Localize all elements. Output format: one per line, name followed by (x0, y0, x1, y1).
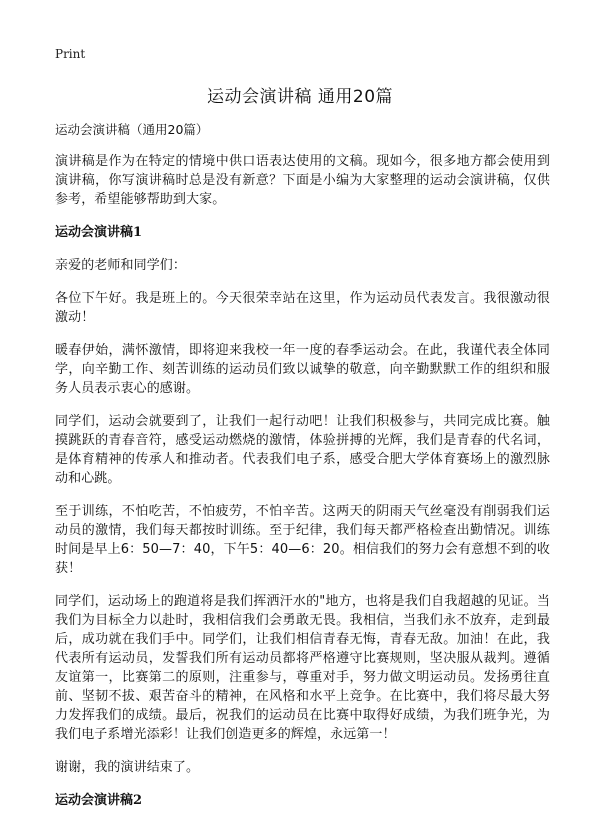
document-subtitle: 运动会演讲稿（通用20篇） (55, 122, 209, 137)
section-1-paragraph-2: 各位下午好。我是班上的。今天很荣幸站在这里，作为运动员代表发言。我很激动很激动！ (55, 291, 550, 325)
section-1-paragraph-1: 亲爱的老师和同学们： (55, 258, 187, 273)
document-title: 运动会演讲稿 通用20篇 (206, 87, 394, 107)
section-1-paragraph-7: 谢谢，我的演讲结束了。 (55, 760, 200, 775)
print-link[interactable]: Print (55, 47, 86, 61)
section-heading-2: 运动会演讲稿2 (55, 793, 143, 808)
intro-paragraph: 演讲稿是作为在特定的情境中供口语表达使用的文稿。现如今，很多地方都会使用到演讲稿，你写演讲稿时总是没有新意？下面是小编为大家整理的运动会演讲稿，仅供参考，希望能够帮助到大家。 (55, 154, 550, 207)
section-1-paragraph-5: 至于训练，不怕吃苦，不怕疲劳，不怕辛苦。这两天的阴雨天气丝毫没有削弱我们运动员的激情，我们每天都按时训练。至于纪律，我们每天都严格检查出勤情况。训练时间是早上6：50—7：40，下午5：40—6：20。相信我们的努力会有意想不到的收获！ (55, 504, 550, 576)
section-1-paragraph-4: 同学们，运动会就要到了，让我们一起行动吧！让我们积极参与，共同完成比赛。触摸跳跃的青春音符，感受运动燃烧的激情，体验拼搏的光辉，我们是青春的代名词，是体育精神的传承人和推动者。代表我们电子系，感受合肥大学体育赛场上的激烈脉动和心跳。 (55, 414, 550, 486)
section-1-paragraph-3: 暖春伊始，满怀激情，即将迎来我校一年一度的春季运动会。在此，我谨代表全体同学，向辛勤工作、刻苦训练的运动员们致以诚挚的敬意，向辛勤默默工作的组织和服务人员表示衷心的感谢。 (55, 343, 550, 396)
document-content (55, 120, 550, 824)
section-1-paragraph-6: 同学们，运动场上的跑道将是我们挥洒汗水的"地方，也将是我们自我超越的见证。当我们为目标全力以赴时，我相信我们会勇敢无畏。我相信，当我们永不放弃，走到最后，成功就在我们手中。同学们，让我们相信青春无悔，青春无敌。加油！在此，我代表所有运动员，发誓我们所有运动员都将严格遵守比赛规则，坚决服从裁判。遵循友谊第一，比赛第二的原则，注重参与，尊重对手，努力做文明运动员。发扬勇往直前、坚韧不拔、艰苦奋斗的精神，在风格和水平上竞争。在比赛中，我们将尽最大努力发挥我们的成绩。最后，祝我们的运动员在比赛中取得好成绩，为我们班争光，为我们电子系增光添彩！让我们创造更多的辉煌，永远第一！ (55, 594, 550, 742)
section-heading-1: 运动会演讲稿1 (55, 225, 143, 240)
